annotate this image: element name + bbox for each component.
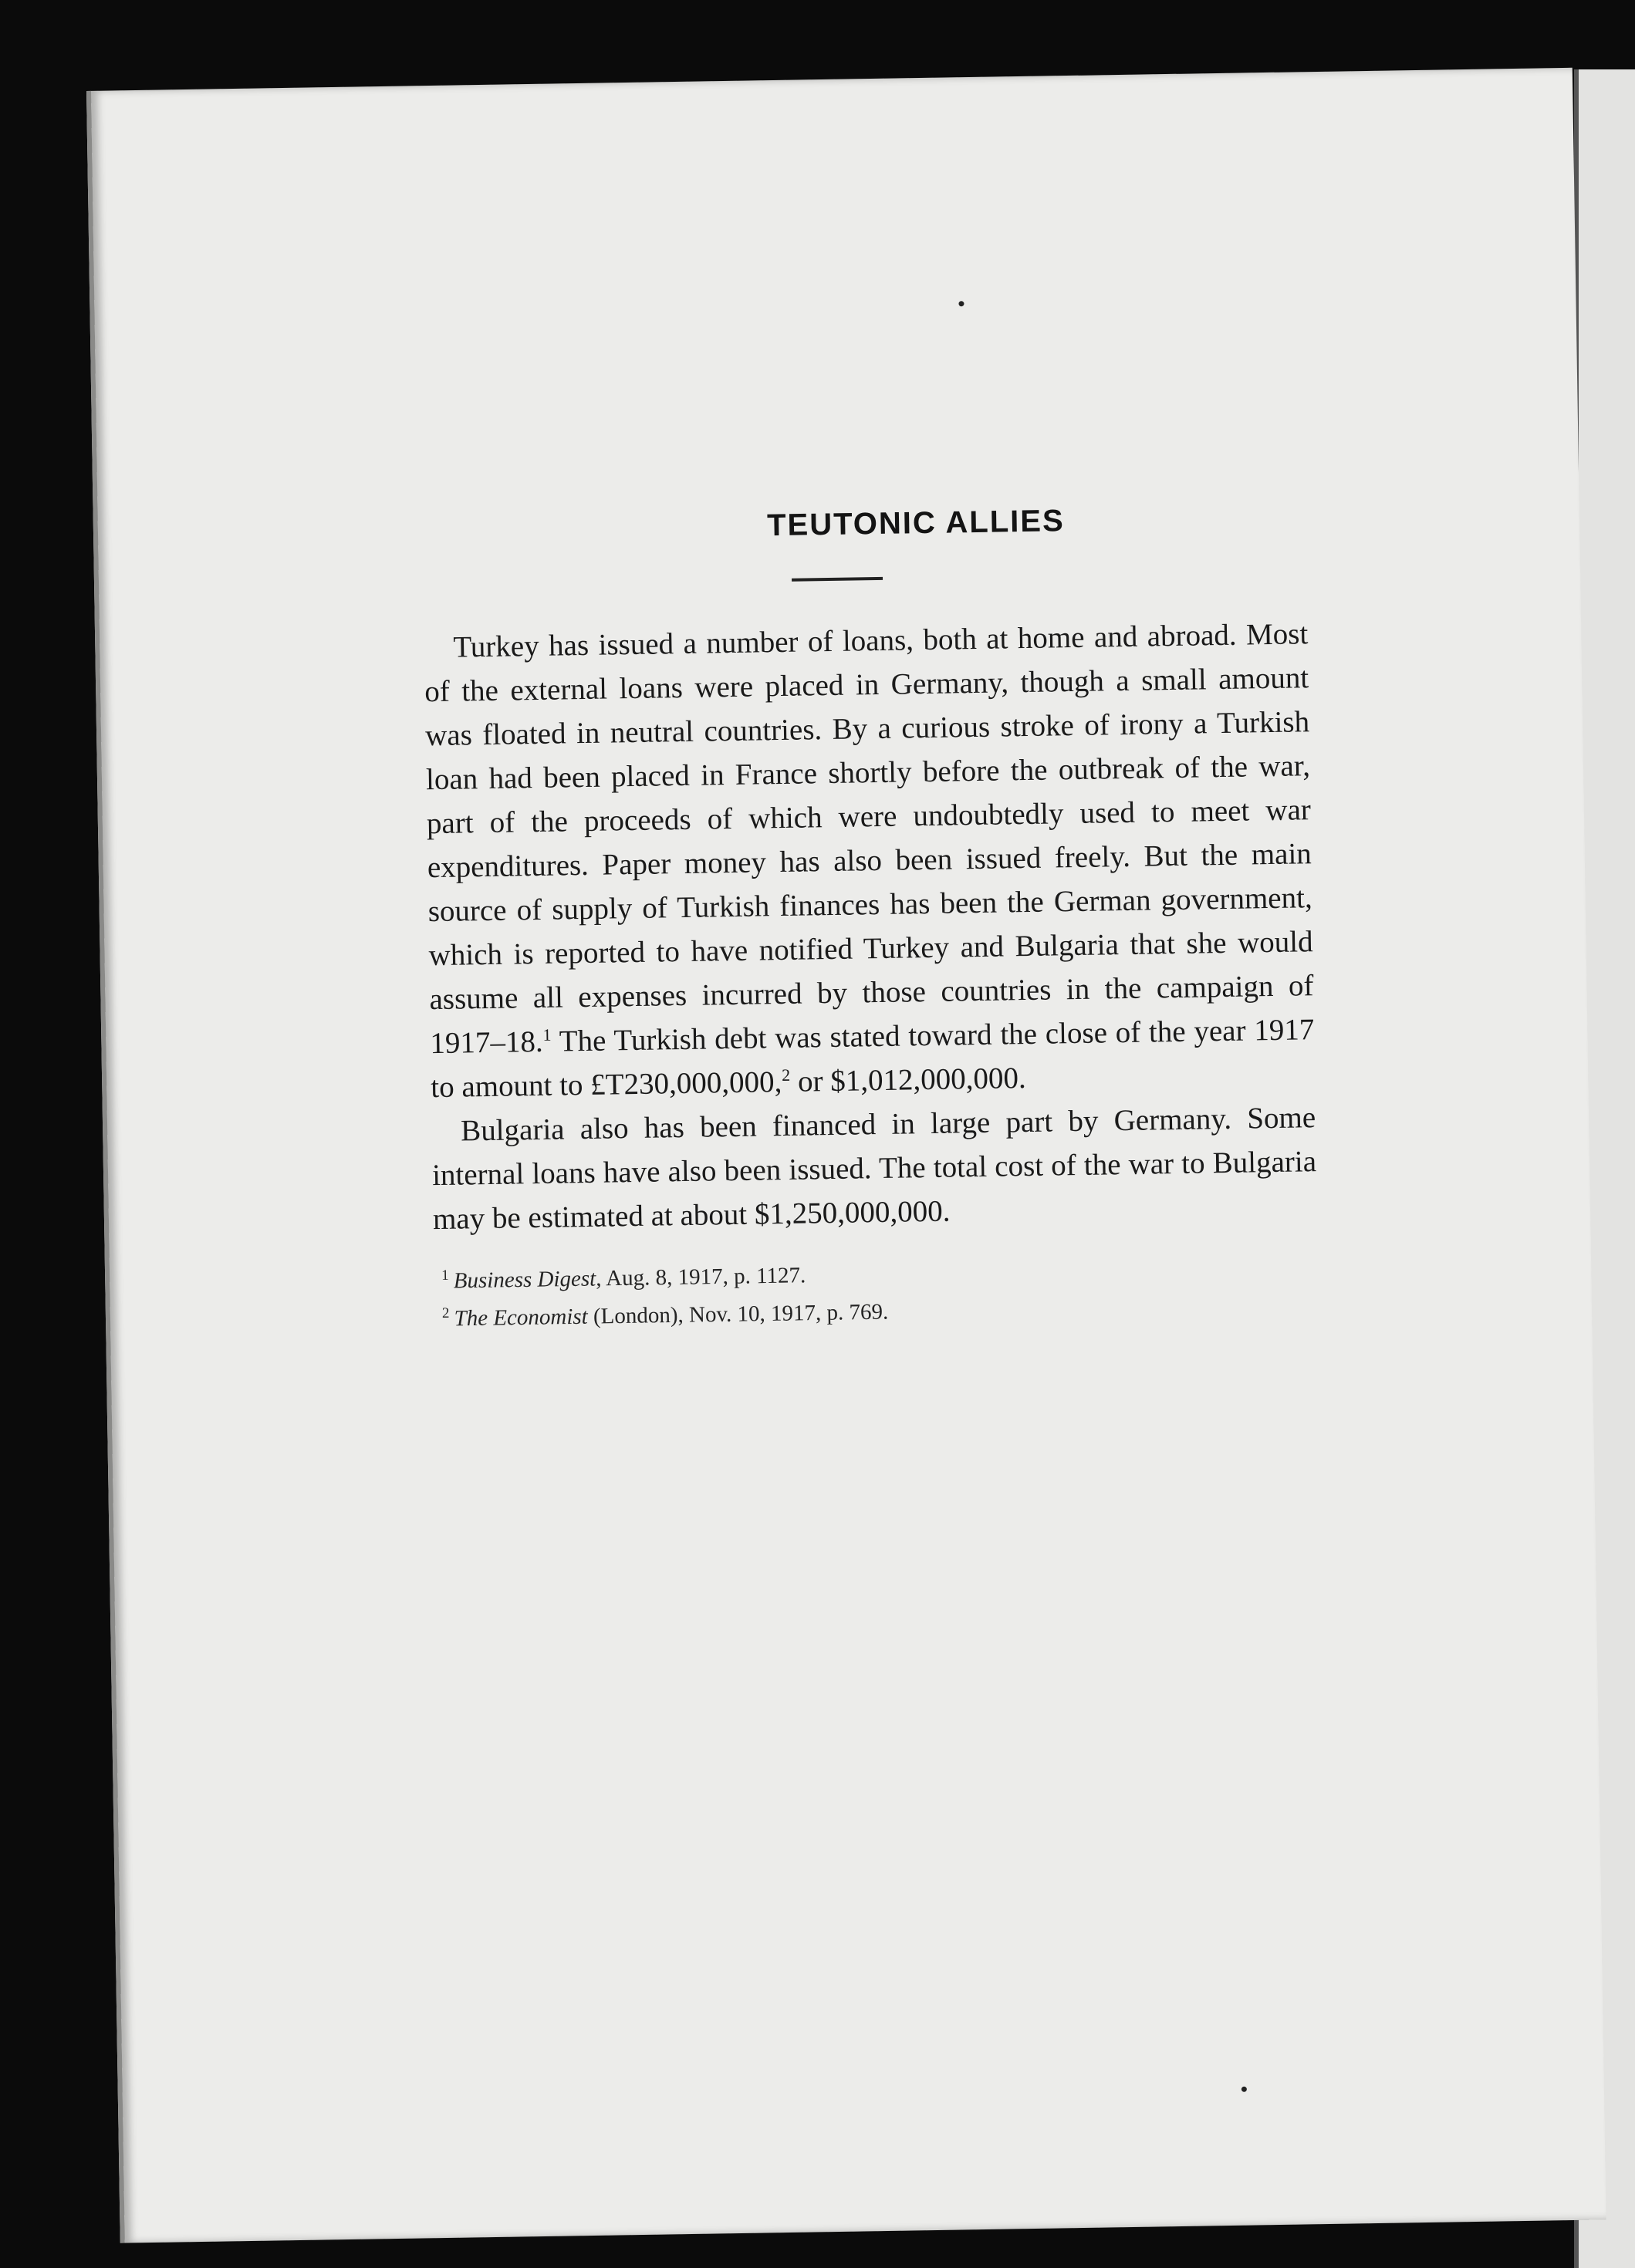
footnote-citation: , Aug. 8, 1917, p. 1127. (595, 1263, 806, 1291)
p2-text: Bulgaria also has been financed in large part by Germany. Some internal loans have also been issued. The total cost of the war to Bulgaria may be estimated at about $1,250,000,000. (431, 1101, 1317, 1237)
speck-mark (958, 301, 964, 306)
paragraph-1 (424, 612, 1316, 1109)
footnotes (441, 1247, 1214, 1335)
p1-text-a: Turkey has issued a number of loans, both at home and abroad. Most of the external loans were placed in Germany, though a small amount was floated in neutral countries. By a curious stroke of irony a Turkish loan had been placed in France shortly before the outbreak of the war, part of the proceeds of which were undoubtedly used to meet war expenditures. Paper money has also been issued freely. But the main source of supply of Turkish finances has been the German government, which is reported to have notified Turkey and Bulgaria that she would assume all expenses incurred by those countries in the campaign of 1917–18. (424, 617, 1314, 1061)
footnote-title: The Economist (454, 1304, 588, 1331)
footnote-title: Business Digest (453, 1266, 596, 1294)
footnote-citation: (London), Nov. 10, 1917, p. 769. (587, 1299, 889, 1329)
footnote-ref-1: 1 (542, 1024, 552, 1045)
footnote-ref-2: 2 (781, 1065, 791, 1085)
footnote-number: 1 (441, 1267, 449, 1284)
page-heading: TEUTONIC ALLIES (766, 504, 1066, 543)
paragraph-2 (431, 1095, 1318, 1241)
footnote-number: 2 (441, 1304, 450, 1321)
speck-mark (1241, 2087, 1247, 2092)
body-text (424, 612, 1317, 1241)
p1-text-b: The Turkish debt was stated toward the close of the year 1917 to amount to £T230,000,000, (431, 1013, 1315, 1105)
p1-text-c: or $1,012,000,000. (789, 1061, 1027, 1099)
book-page (86, 68, 1606, 2243)
heading-rule (792, 577, 883, 582)
